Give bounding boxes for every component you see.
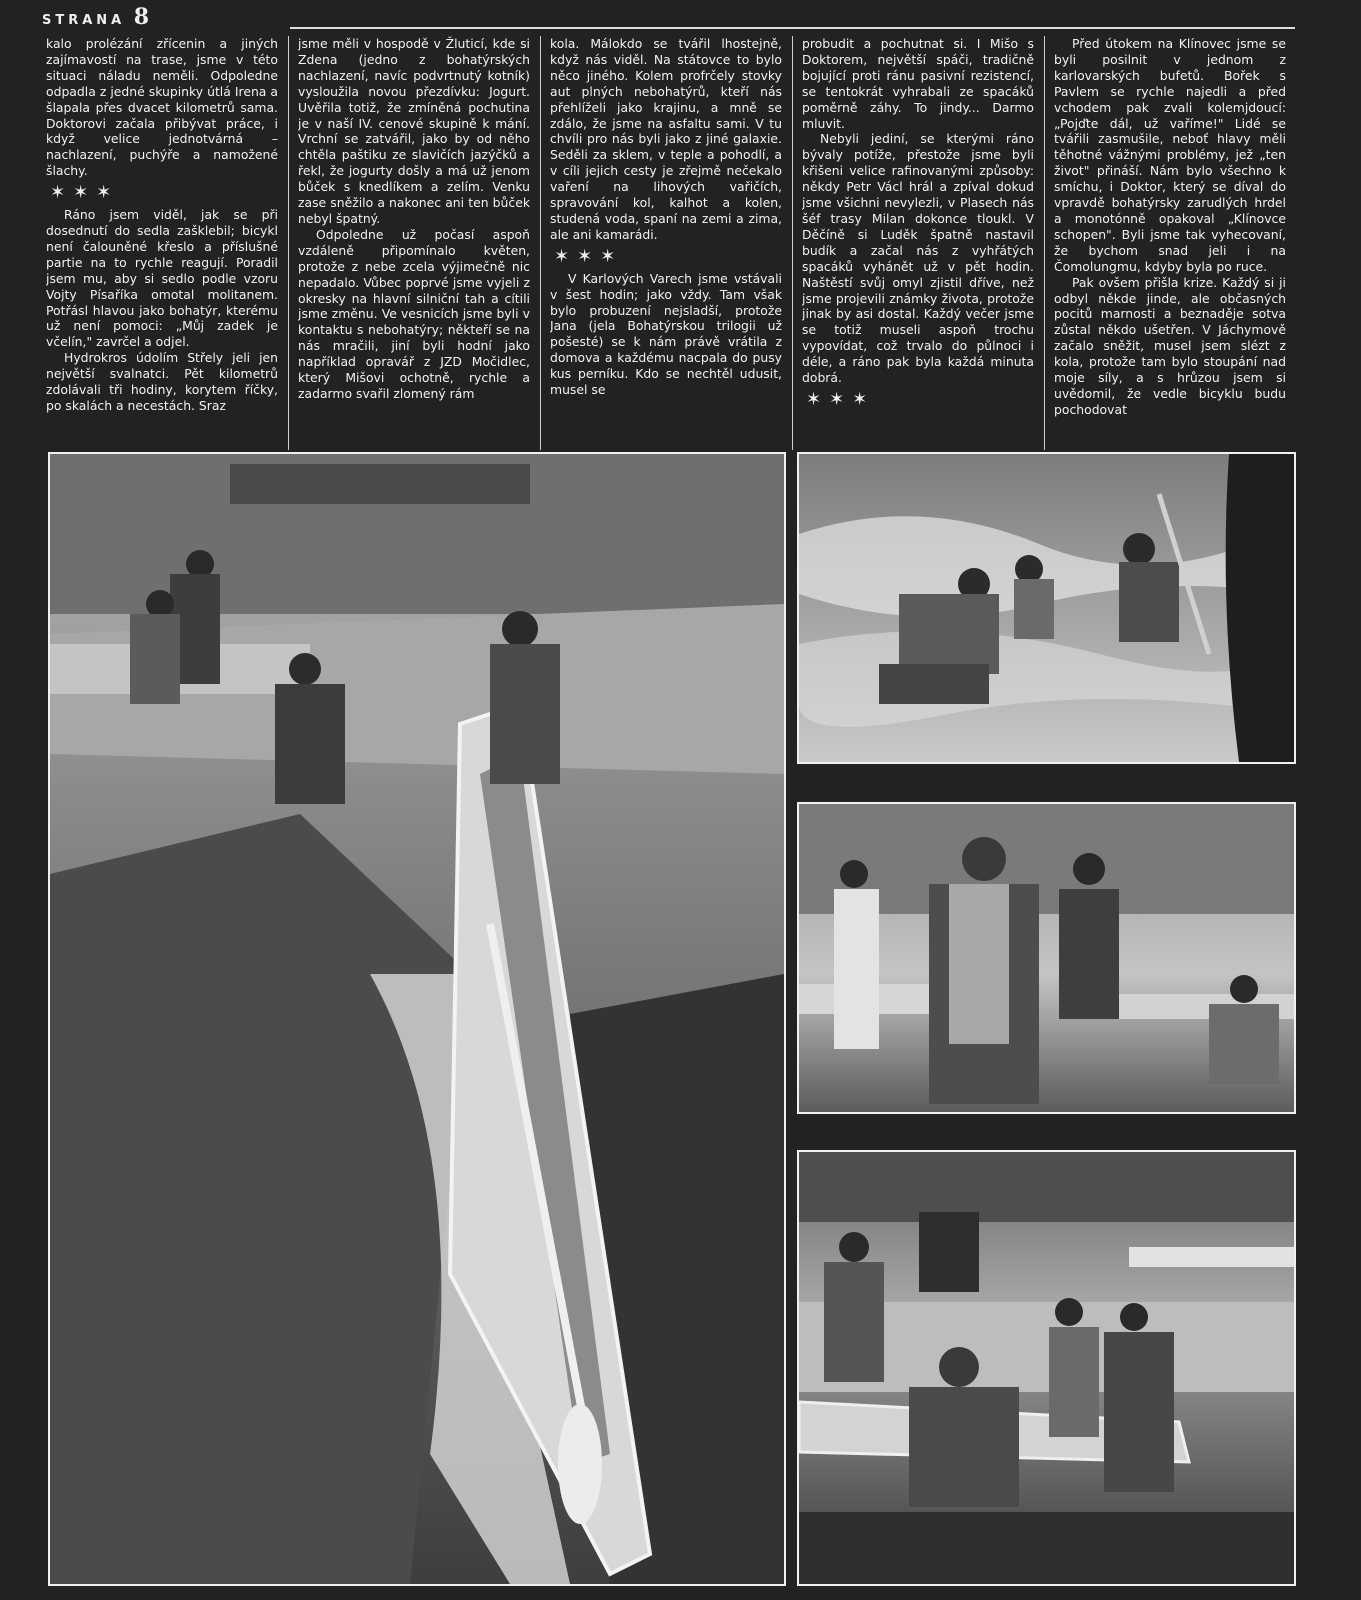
photo-canoe-portage-image: [50, 454, 784, 1584]
text-column-3: [550, 36, 782, 450]
section-break-stars: ✶✶✶: [806, 388, 876, 410]
text-column-2: [298, 36, 530, 450]
paragraph: V Karlových Varech jsme vstávali v šest hodin; jako vždy. Tam však bylo probuzení nejsladší, protože Jana (jela Bohatýrskou trilogii už pošesté) se k nám právě vrátila z domova a každému nacpala do pusy kus perníku. Kdo se nechtěl udusit, musel se: [550, 270, 782, 398]
column-divider: [1044, 36, 1045, 450]
text-column-1: [46, 36, 278, 450]
paragraph: Před útokem na Klínovec jsme se byli posilnit v jednom z karlovarských bufetů. Bořek s Pavlem se rychle najedli a před vchodem pak zvali kolemjdoucí: „Pojďte dál, už vaříme!" Lidé se tvářili zasmušile, neboť hlavy měli těhotné vážnými problémy, jež „ten život" přináší. Nám bylo všechno k smíchu, i Doktor, který se díval do vpravdě bohatýrsky zarudlých hrdel a monotónně opakoval „Klínovce schopen". Byli jsme tak vyhecovaní, že bychom snad jeli i na Čomolungmu, kdyby byla po ruce.: [1054, 36, 1286, 274]
photo-rescue-rapids: [797, 452, 1296, 764]
photo-rescue-rapids-image: [799, 454, 1294, 762]
section-break-stars: ✶✶✶: [554, 245, 624, 267]
photo-embrace-riverbank: [797, 802, 1296, 1114]
text-column-4: [802, 36, 1034, 450]
paragraph: jsme měli v hospodě v Žluticí, kde si Zdena (jedno z bohatýrských nachlazení, navíc podvrtnutý kotník) vysloužila novou přezdívku: Jogurt. Uvěřila totiž, že zmíněná pochutina je v naší IV. cenové skupině k mání. Vrchní se zatvářil, jako by od něho chtěla paštiku ze slavičích jazýčků a řekl, že jogurty došly a má už jenom bůček s knedlíkem a zelím. Venku zase sněžilo a nakonec ani ten bůček nebyl špatný.: [298, 36, 530, 226]
photo-carrying-canoe-weir-image: [799, 1152, 1294, 1584]
paragraph: Pak ovšem přišla krize. Každý si ji odbyl někde jinde, ale občasných pocitů marnosti a beznaděje sotva zůstal někdo ušetřen. V Jáchymově začalo sněžit, musel jsem slézt z kola, protože tam bylo stoupání nad moje síly, a s hrůzou jsem si uvědomil, že vedle bicyklu budu pochodovat: [1054, 274, 1286, 417]
page-label: STRANA: [42, 13, 126, 28]
paragraph: Hydrokros údolím Střely jeli jen největší svalnatci. Pět kilometrů zdolávali tři hodiny, korytem říčky, po skalách a necestách. Sraz: [46, 350, 278, 413]
page-number: 8: [133, 4, 150, 30]
paragraph: Odpoledne už počasí aspoň vzdáleně připomínalo květen, protože z nebe zcela výjimečně nic nepadalo. Vůbec poprvé jsme vyjeli z okresky na hlavní silniční tah a cítili jsme změnu. Ve vesnicích jsme byli v kontaktu s nebohatýry; někteří se na nás mračili, jiní byli hodní jako například opravář z JZD Močidlec, který Mišovi ochotně, rychle a zadarmo svařil zlomený rám: [298, 226, 530, 401]
text-column-5: [1054, 36, 1286, 450]
column-divider: [540, 36, 541, 450]
paragraph: Ráno jsem viděl, jak se při dosednutí do sedla zašklebil; bicykl není čalouněné křeslo a příslušné partie na to rychle reagují. Poradil jsem mu, aby si sedlo podle vzoru Vojty Písaříka omotal molitanem. Potřásl hlavou jako bohatýr, kterému už není pomoci: „Můj zadek je včelín," zavrčel a odjel.: [46, 207, 278, 350]
paragraph: Nebyli jediní, se kterými ráno bývaly potíže, přestože jsme byli křišeni velice rafinovanými způsoby: někdy Petr Václ hrál a zpíval dokud jsme všichni nevylezli, v Plasech nás šéf trasy Milan dokonce tloukl. V Děčíně si Luděk špatně nastavil budík a začal nás z vyhřátých spacáků vyhánět už v pět hodin. Naštěstí svůj omyl zjistil dříve, než jsme projevili známky života, protože jinak by asi dostal. Každý večer jsme se totiž museli aspoň trochu vypovídat, což trvalo do půlnoci i déle, a ráno pak byla každá minuta dobrá.: [802, 131, 1034, 386]
paragraph: kola. Málokdo se tvářil lhostejně, když nás viděl. Na státovce to bylo něco jiného. Kolem profrčely stovky aut plných nebohatýrů, kteří nás přehlíželi jako krajinu, a mně se zdálo, že jsme na asfaltu sami. V tu chvíli pro nás byli jako z jiné galaxie. Seděli za sklem, v teple a pohodlí, a v cíli jejich cesty je zřejmě nečekalo vaření na lihových vařičích, spravování kol, kalhot a kolen, studená voda, spaní na zemi a zima, ale ani kamarádi.: [550, 36, 782, 242]
photo-canoe-portage: [48, 452, 786, 1586]
paragraph: kalo prolézání zřícenin a jiných zajímavostí na trase, jsme v této situaci náladu neměli. Odpoledne odpadla z jedné skupinky útlá Irena a šlapala přes dvacet kilometrů sama. Doktorovi začala přibývat práce, i když velice jednotvárná – nachlazení, puchýře a namožené šlachy.: [46, 36, 278, 179]
section-break-stars: ✶✶✶: [50, 182, 120, 204]
page-header: [42, 4, 149, 30]
paragraph: probudit a pochutnat si. I Mišo s Doktorem, největší spáči, tradičně bojující proti ránu pasivní rezistencí, se tentokrát vyhrabali ze spacáků poměrně záhy. To jindy... Darmo mluvit.: [802, 36, 1034, 131]
column-divider: [288, 36, 289, 450]
column-divider: [792, 36, 793, 450]
header-rule: [290, 27, 1295, 29]
photo-embrace-riverbank-image: [799, 804, 1294, 1112]
photo-carrying-canoe-weir: [797, 1150, 1296, 1586]
